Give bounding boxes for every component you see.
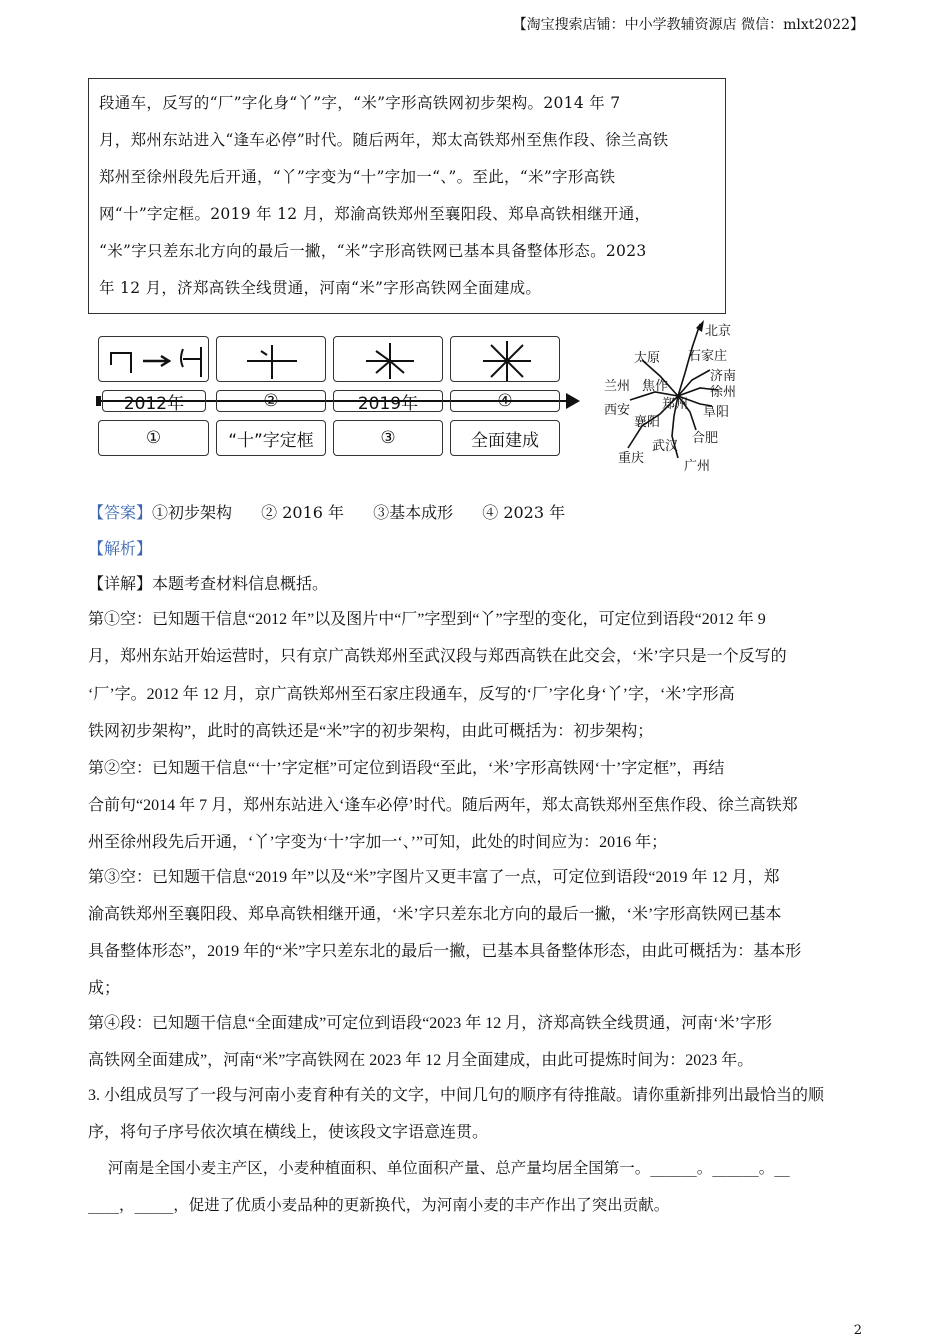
detail-line: 合前句“2014 年 7 月，郑州东站进入‘逢车必停’时代。随后两年，郑太高铁郑州至焦作段、徐兰高铁郑	[88, 797, 798, 814]
detail-line: 渝高铁郑州至襄阳段、郑阜高铁相继开通，‘米’字只差东北方向的最后一撇，‘米’字形高铁网已基本	[88, 906, 782, 923]
detail-line: 【详解】本题考查材料信息概括。	[88, 576, 329, 593]
city-label: 兰州	[604, 378, 631, 393]
answer-line	[88, 500, 565, 523]
city-label: 阜阳	[703, 404, 730, 419]
city-label: 济南	[710, 368, 737, 383]
detail-line: 高铁网全面建成”，河南“米”字高铁网在 2023 年 12 月全面建成，由此可提炼时间为：2023 年。	[88, 1052, 754, 1069]
timeline-label-4: ④	[450, 390, 560, 412]
material-text-box	[88, 78, 726, 314]
city-label: 广州	[684, 458, 711, 473]
city-label: 合肥	[692, 430, 719, 445]
answer-tag: 【答案】	[88, 503, 153, 522]
box-line: “米”字只差东北方向的最后一撇，“米”字形高铁网已基本具备整体形态。2023	[99, 242, 647, 260]
shape-box-2	[216, 336, 326, 382]
rice-shape-icon	[334, 337, 442, 381]
timeline-label-3: 2019年	[333, 390, 443, 412]
timeline-answer-2: “十”字定框	[216, 420, 326, 456]
detail-line: 铁网初步架构”，此时的高铁还是“米”字的初步架构，由此可概括为：初步架构；	[88, 723, 654, 740]
shape-box-1	[98, 336, 209, 382]
railway-map	[600, 318, 750, 478]
box-line: 网“十”字定框。2019 年 12 月，郑渝高铁郑州至襄阳段、郑阜高铁相继开通，	[99, 205, 651, 223]
question-3-prompt: 序，将句子序号依次填在横线上，使该段文字语意连贯。	[88, 1124, 489, 1141]
page-number: 2	[853, 1323, 862, 1338]
city-label: 武汉	[652, 438, 679, 453]
city-label: 襄阳	[634, 414, 661, 429]
box-line: 年 12 月，济郑高铁全线贯通，河南“米”字形高铁网全面建成。	[99, 279, 542, 297]
city-label: 焦作	[642, 378, 669, 393]
timeline-label-1: 2012年	[102, 390, 206, 412]
answer-item: ④ 2023 年	[482, 503, 566, 522]
city-label: 石家庄	[688, 348, 728, 363]
detail-line: 第①空：已知题干信息“2012 年”以及图片中“厂”字型到“丫”字型的变化，可定位到语段“2012 年 9	[88, 611, 766, 628]
detail-line: ‘厂’字。2012 年 12 月，京广高铁郑州至石家庄段通车，反写的‘厂’字化身‘丫’字，‘米’字形高	[88, 686, 735, 703]
city-label: 重庆	[618, 450, 645, 465]
answer-item: ② 2016 年	[261, 503, 345, 522]
city-label: 太原	[634, 350, 661, 365]
answer-item: ①初步架构	[152, 503, 233, 522]
analysis-heading	[88, 536, 152, 559]
detail-line: 州至徐州段先后开通，‘丫’字变为‘十’字加一‘、’”可知，此处的时间应为：2016 年；	[88, 834, 668, 851]
city-label: 徐州	[710, 384, 737, 399]
box-line: 段通车，反写的“厂”字化身“丫”字，“米”字形高铁网初步架构。2014 年 7	[99, 94, 621, 112]
shape-box-3	[333, 336, 443, 382]
box-line: 郑州至徐州段先后开通，“丫”字变为“十”字加一“、”。至此，“米”字形高铁	[99, 168, 616, 186]
analysis-tag: 【解析】	[88, 539, 153, 558]
page-header: 【淘宝搜索店铺：中小学教辅资源店 微信：mlxt2022】	[512, 17, 864, 33]
detail-line: 第③空：已知题干信息“2019 年”以及“米”字图片又更丰富了一点，可定位到语段“2019 年 12 月，郑	[88, 869, 780, 886]
cross-shape-icon	[217, 337, 325, 381]
answer-item: ③基本成形	[373, 503, 454, 522]
timeline-label-2: ②	[216, 390, 326, 412]
shape-box-4	[450, 336, 560, 382]
detail-line: 第②空：已知题干信息“‘十’字定框”可定位到语段“至此，‘米’字形高铁网‘十’字定框”，再结	[88, 760, 725, 777]
detail-line: 成；	[88, 980, 121, 997]
timeline-answer-4: 全面建成	[450, 420, 560, 456]
question-3-text: ____，_____，促进了优质小麦品种的更新换代，为河南小麦的丰产作出了突出贡献。	[88, 1196, 670, 1214]
full-rice-shape-icon	[451, 337, 559, 381]
timeline-answer-1: ①	[98, 420, 209, 456]
question-3-prompt: 3. 小组成员写了一段与河南小麦育种有关的文字，中间几句的顺序有待推敲。请你重新排列出最恰当的顺	[88, 1087, 825, 1104]
timeline-figure	[96, 334, 586, 460]
timeline-answer-3: ③	[333, 420, 443, 456]
detail-line: 月，郑州东站开始运营时，只有京广高铁郑州至武汉段与郑西高铁在此交会，‘米’字只是一个反写的	[88, 648, 787, 665]
city-label: 北京	[705, 323, 732, 338]
fan-shape-icon	[99, 337, 207, 381]
city-label: 郑州	[662, 396, 689, 411]
question-3-text: 河南是全国小麦主产区，小麦种植面积、单位面积产量、总产量均居全国第一。______。______。__	[88, 1159, 790, 1177]
city-label: 西安	[604, 402, 631, 417]
detail-line: 具备整体形态”，2019 年的“米”字只差东北的最后一撇，已基本具备整体形态，由此可概括为：基本形	[88, 943, 802, 960]
detail-line: 第④段：已知题干信息“全面建成”可定位到语段“2023 年 12 月，济郑高铁全线贯通，河南‘米’字形	[88, 1015, 772, 1032]
box-line: 月，郑州东站进入“逢车必停”时代。随后两年，郑太高铁郑州至焦作段、徐兰高铁	[99, 131, 669, 149]
